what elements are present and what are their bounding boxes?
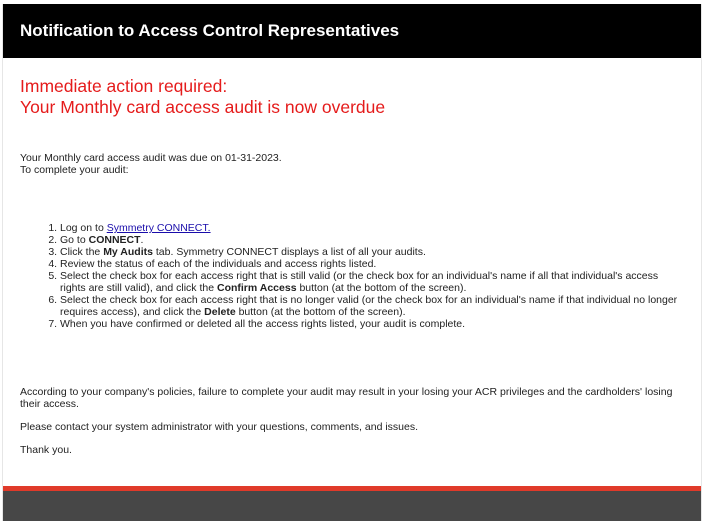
alert-line-action: Immediate action required: — [20, 76, 228, 96]
policy-text: According to your company's policies, failure to complete your audit may result in your losing your ACR privileges and the cardholders' losing their access. — [20, 386, 673, 410]
step-text-tail: tab. Symmetry CONNECT displays a list of all your audits. — [152, 246, 426, 258]
footer-bar — [3, 491, 701, 521]
email-title: Notification to Access Control Representatives — [20, 21, 400, 40]
step-text-tail: button (at the bottom of the screen). — [235, 306, 406, 318]
step-text: Log on to — [60, 222, 107, 234]
step-text: When you have confirmed or deleted all the access rights listed, your audit is complete. — [60, 318, 466, 330]
intro-text — [20, 152, 282, 176]
step-item — [60, 318, 680, 330]
step-item — [60, 234, 680, 246]
step-text-tail: . — [140, 234, 144, 246]
overdue-alert — [20, 76, 385, 118]
step-item — [60, 270, 680, 294]
step-text-tail: button (at the bottom of the screen). — [296, 282, 467, 294]
step-emphasis: My Audits — [103, 246, 153, 258]
step-item — [60, 258, 680, 270]
step-item — [60, 246, 680, 258]
step-emphasis: Confirm Access — [216, 282, 297, 294]
step-item — [60, 222, 680, 234]
email-header — [3, 4, 701, 58]
step-emphasis: CONNECT — [88, 234, 141, 246]
contact-text: Please contact your system administrator with your questions, comments, and issues. — [20, 421, 419, 433]
step-text: Select the check box for each access right that is no longer valid (or the check box for an individual's name if that individual no longer requires access), and click the — [60, 294, 678, 318]
step-emphasis: Delete — [204, 306, 236, 318]
audit-steps-list — [20, 222, 680, 330]
step-item — [60, 294, 680, 318]
symmetry-connect-link[interactable]: Symmetry CONNECT. — [106, 222, 211, 234]
step-text: Select the check box for each access right that is still valid (or the check box for an individual's name if all that individual's access rights are still valid), and click the — [60, 270, 659, 294]
alert-line-overdue: Your Monthly card access audit is now overdue — [20, 97, 386, 117]
step-text: Click the — [60, 246, 104, 258]
step-text: Review the status of each of the individuals and access rights listed. — [60, 258, 377, 270]
closing-section — [20, 386, 685, 467]
due-date-text: Your Monthly card access audit was due on 01-31-2023. — [20, 152, 282, 164]
step-text: Go to — [60, 234, 89, 246]
email-body — [2, 4, 702, 521]
instructions-lead: To complete your audit: — [20, 164, 129, 176]
thanks-text: Thank you. — [20, 444, 72, 456]
